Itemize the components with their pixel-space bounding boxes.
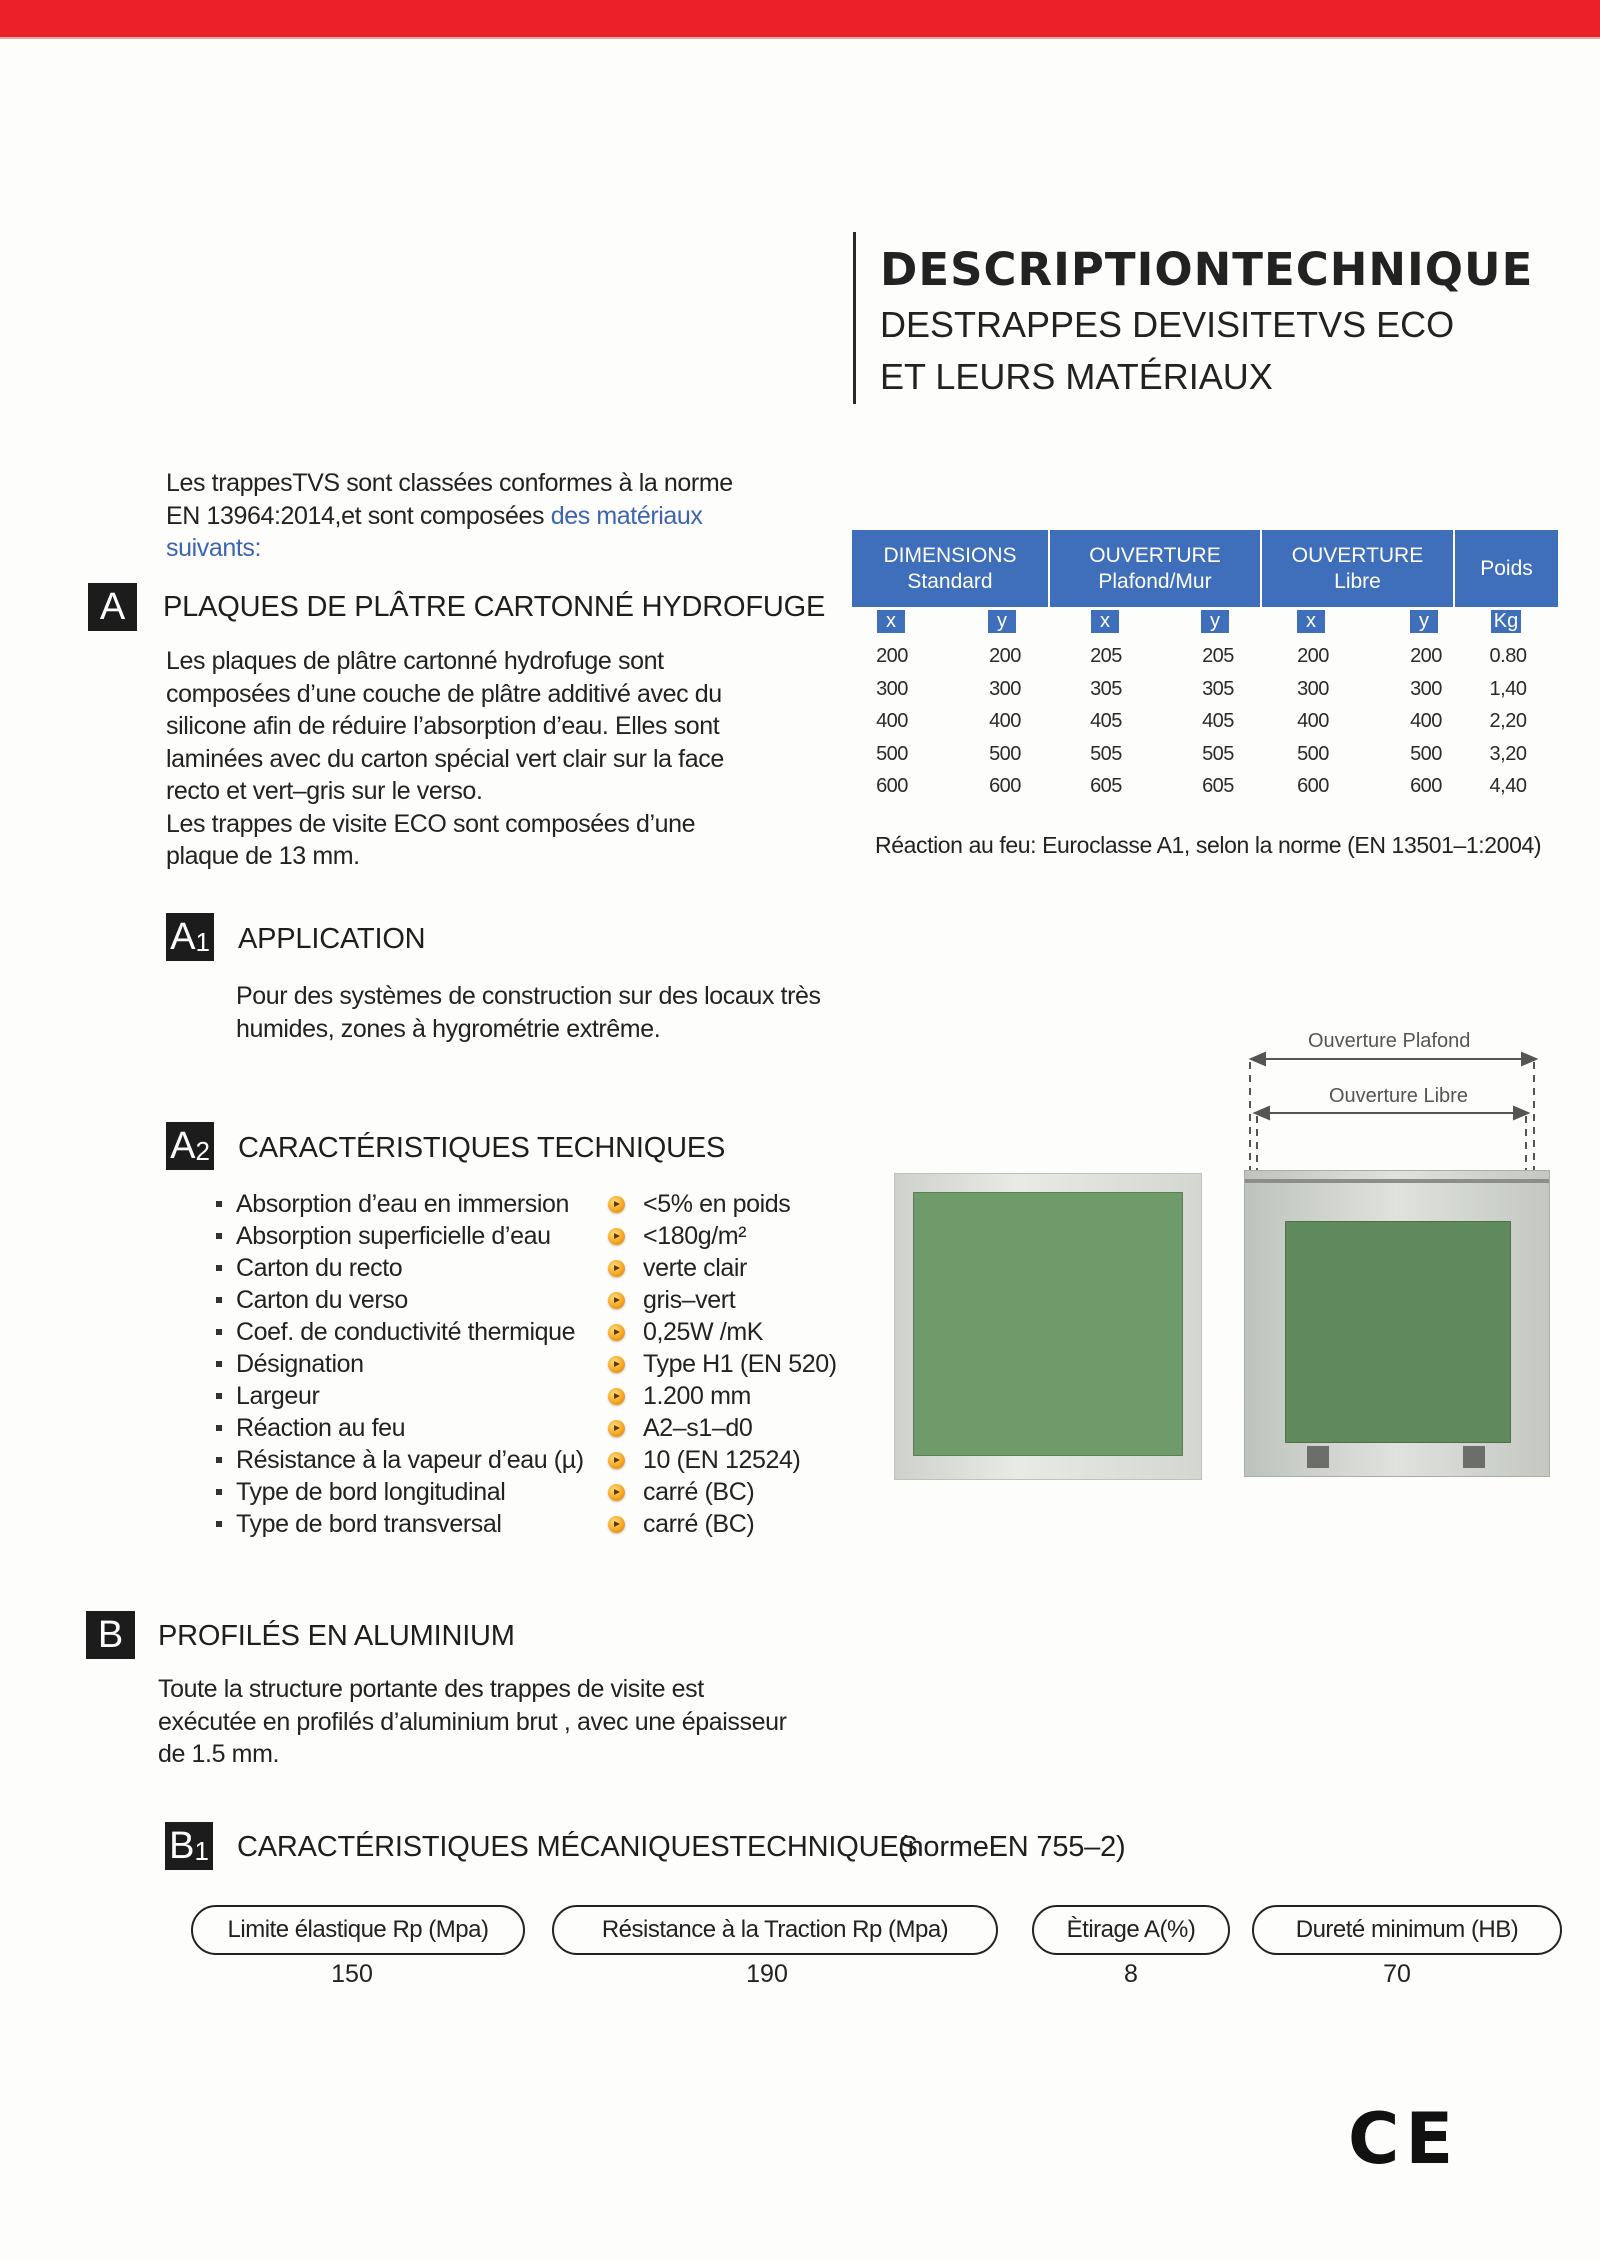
table-header-cell: OUVERTURE Plafond/Mur <box>1050 530 1262 607</box>
trap-front-photo <box>894 1173 1202 1480</box>
section-badge-a2: A $_2$ <box>166 1122 214 1170</box>
table-cell: 205 <box>1202 645 1234 667</box>
spec-row <box>216 1508 856 1540</box>
table-cell: 200 <box>989 645 1021 667</box>
top-accent-bar <box>0 0 1600 39</box>
table-cell: 500 <box>1410 742 1442 765</box>
table-cell: 4,40 <box>1489 775 1527 797</box>
intro-line: Les trappesTVS sont classées conformes à la norme <box>166 469 733 497</box>
spec-label: Type de bord longitudinal <box>236 1477 506 1506</box>
table-cell: 600 <box>1410 775 1442 797</box>
label-ouverture-plafond: Ouverture Plafond <box>1308 1030 1471 1052</box>
intro-link: des matériaux <box>550 501 703 530</box>
section-a-title: PLAQUES DE PLÂTRE CARTONNÉ HYDROFUGE <box>163 591 826 623</box>
spec-row <box>216 1252 856 1284</box>
table-subheader: x <box>1091 610 1119 633</box>
arrow-orb-icon <box>608 1388 625 1405</box>
table-cell: 305 <box>1202 677 1234 700</box>
spec-label: Largeur <box>236 1381 320 1410</box>
table-cell: 400 <box>989 710 1021 732</box>
table-header-cell: Poids <box>1455 530 1558 607</box>
table-cell: 300 <box>876 677 908 700</box>
property-value-yield: 150 <box>331 1960 373 1988</box>
intro-link: suivants: <box>166 534 262 562</box>
table-cell: 500 <box>876 742 908 765</box>
section-badge-a1: A $_1$ <box>166 913 214 961</box>
table-cell: 405 <box>1090 710 1122 732</box>
table-cell: 605 <box>1090 775 1122 797</box>
fire-reaction-note: Réaction au feu: Euroclasse A1, selon la norme (EN 13501–1:2004) <box>875 832 1542 858</box>
table-cell: 400 <box>1297 710 1329 732</box>
bullet-icon <box>216 1297 222 1303</box>
spec-row <box>216 1284 856 1316</box>
table-cell: 500 <box>1297 742 1329 765</box>
section-badge-b1: B $_1$ <box>165 1822 213 1870</box>
table-cell: 405 <box>1202 710 1234 732</box>
arrow-orb-icon <box>608 1356 625 1373</box>
section-b-text: Toute la structure portante des trappes de visite est exécutée en profilés d’aluminium brut , avec une épaisseur de 1.5 mm. <box>158 1675 787 1768</box>
table-subheader: x <box>1297 610 1325 633</box>
spec-value: Type H1 (EN 520) <box>643 1349 837 1378</box>
section-badge-a: A <box>88 583 137 631</box>
section-b1-norm: (normeEN 755–2) <box>898 1831 1126 1863</box>
table-cell: 500 <box>989 742 1021 765</box>
bullet-icon <box>216 1489 222 1495</box>
spec-row <box>216 1188 856 1220</box>
spec-label: Type de bord transversal <box>236 1509 502 1538</box>
spec-row <box>216 1476 856 1508</box>
table-cell: 205 <box>1090 645 1122 667</box>
table-cell: 305 <box>1090 677 1122 700</box>
bullet-icon <box>216 1329 222 1335</box>
property-label-yield: Limite élastique Rp (Mpa) <box>191 1905 525 1955</box>
property-value-tensile: 190 <box>746 1960 788 1988</box>
bullet-icon <box>216 1521 222 1527</box>
title-block <box>853 232 1533 404</box>
green-plasterboard-panel <box>913 1192 1183 1456</box>
table-cell: 2,20 <box>1489 710 1527 732</box>
spec-row <box>216 1316 856 1348</box>
table-cell: 0.80 <box>1489 645 1527 667</box>
ce-mark-logo: CE <box>1348 2098 1460 2180</box>
technical-specs-list <box>216 1188 856 1540</box>
spec-label: Absorption superficielle d’eau <box>236 1221 551 1250</box>
arrow-head-left <box>1251 1053 1265 1065</box>
section-b-title: PROFILÉS EN ALUMINIUM <box>158 1620 515 1652</box>
arrow-orb-icon <box>608 1228 625 1245</box>
table-cell: 200 <box>1410 645 1442 667</box>
table-cell: 300 <box>989 677 1021 700</box>
table-subheader: y <box>988 610 1016 633</box>
green-plasterboard-panel <box>1285 1221 1511 1443</box>
table-cell: 505 <box>1202 742 1234 765</box>
arrow-orb-icon <box>608 1324 625 1341</box>
table-cell: 300 <box>1297 677 1329 700</box>
section-b1-title: CARACTÉRISTIQUES MÉCANIQUESTECHNIQUES <box>237 1831 918 1863</box>
table-cell: 1,40 <box>1489 677 1527 700</box>
spec-label: Coef. de conductivité thermique <box>236 1317 576 1346</box>
bullet-icon <box>216 1233 222 1239</box>
page-subtitle-line2: ET LEURS MATÉRIAUX <box>880 356 1273 397</box>
property-label-tensile: Résistance à la Traction Rp (Mpa) <box>552 1905 998 1955</box>
spec-label: Absorption d’eau en immersion <box>236 1189 570 1218</box>
spec-value: gris–vert <box>643 1285 736 1314</box>
spec-label: Résistance à la vapeur d’eau (µ) <box>236 1445 584 1474</box>
property-label-elongation: Ètirage A(%) <box>1032 1905 1230 1955</box>
intro-line: EN 13964:2014,et sont composées des matériaux <box>166 501 703 530</box>
intro-text <box>166 467 766 565</box>
table-subheader: x <box>877 610 905 633</box>
arrow-orb-icon <box>608 1292 625 1309</box>
spec-label: Carton du verso <box>236 1285 408 1314</box>
trap-frame-photo <box>1244 1170 1550 1477</box>
spec-label: Carton du recto <box>236 1253 403 1282</box>
table-cell: 400 <box>1410 710 1442 732</box>
bullet-icon <box>216 1265 222 1271</box>
table-cell: 200 <box>1297 645 1329 667</box>
table-header-cell: OUVERTURE Libre <box>1262 530 1455 607</box>
spec-value: 1.200 mm <box>643 1381 751 1410</box>
section-a1-title: APPLICATION <box>238 923 426 955</box>
spec-row <box>216 1380 856 1412</box>
bullet-icon <box>216 1393 222 1399</box>
table-cell: 400 <box>876 710 908 732</box>
table-header-cell: DIMENSIONS Standard <box>852 530 1050 607</box>
table-cell: 605 <box>1202 775 1234 797</box>
arrow-orb-icon <box>608 1452 625 1469</box>
table-cell: 600 <box>989 775 1021 797</box>
table-cell: 600 <box>1297 775 1329 797</box>
spec-value: verte clair <box>643 1253 747 1282</box>
table-cell: 600 <box>876 775 908 797</box>
spec-value: <180g/m² <box>643 1221 747 1250</box>
arrow-orb-icon <box>608 1484 625 1501</box>
spec-row <box>216 1348 856 1380</box>
section-a1-text: Pour des systèmes de construction sur des locaux très humides, zones à hygrométrie extrême. <box>236 982 821 1043</box>
section-badge-b: B <box>86 1611 135 1659</box>
spec-value: A2–s1–d0 <box>643 1413 753 1442</box>
spec-value: <5% en poids <box>643 1189 791 1218</box>
table-subheader: Kg <box>1491 610 1521 633</box>
page-title: DESCRIPTIONTECHNIQUE <box>880 243 1534 296</box>
spec-value: carré (BC) <box>643 1477 755 1506</box>
table-cell: 200 <box>876 645 908 667</box>
spec-value: 0,25W /mK <box>643 1317 764 1346</box>
property-label-hardness: Dureté minimum (HB) <box>1252 1905 1562 1955</box>
bullet-icon <box>216 1361 222 1367</box>
section-a-text: Les plaques de plâtre cartonné hydrofuge sont composées d’une couche de plâtre additivé avec du silicone afin de réduire l’absorption d’eau. Elles sont laminées avec du carton spécial vert clair sur la face recto et vert–gris sur le verso. Les trappes de visite ECO sont composées d’une plaque de 13 mm. <box>166 647 724 870</box>
property-value-hardness: 70 <box>1383 1960 1411 1988</box>
table-cell: 505 <box>1090 742 1122 765</box>
label-ouverture-libre: Ouverture Libre <box>1329 1085 1468 1107</box>
dimensions-table-header <box>852 530 1558 607</box>
table-cell: 3,20 <box>1489 742 1527 765</box>
property-value-elongation: 8 <box>1124 1960 1138 1988</box>
table-subheader: y <box>1201 610 1229 633</box>
spec-row <box>216 1220 856 1252</box>
spec-value: carré (BC) <box>643 1509 755 1538</box>
spec-row <box>216 1412 856 1444</box>
spec-row <box>216 1444 856 1476</box>
bullet-icon <box>216 1457 222 1463</box>
spec-label: Réaction au feu <box>236 1413 406 1442</box>
arrow-orb-icon <box>608 1420 625 1437</box>
arrow-orb-icon <box>608 1260 625 1277</box>
table-subheader: y <box>1410 610 1438 633</box>
bullet-icon <box>216 1201 222 1207</box>
table-cell: 300 <box>1410 677 1442 700</box>
spec-value: 10 (EN 12524) <box>643 1445 801 1474</box>
section-a2-title: CARACTÉRISTIQUES TECHNIQUES <box>238 1132 726 1164</box>
bullet-icon <box>216 1425 222 1431</box>
arrow-orb-icon <box>608 1516 625 1533</box>
spec-label: Désignation <box>236 1349 364 1378</box>
arrow-orb-icon <box>608 1196 625 1213</box>
page-subtitle-line1: DESTRAPPES DEVISITETVS ECO <box>880 304 1455 345</box>
